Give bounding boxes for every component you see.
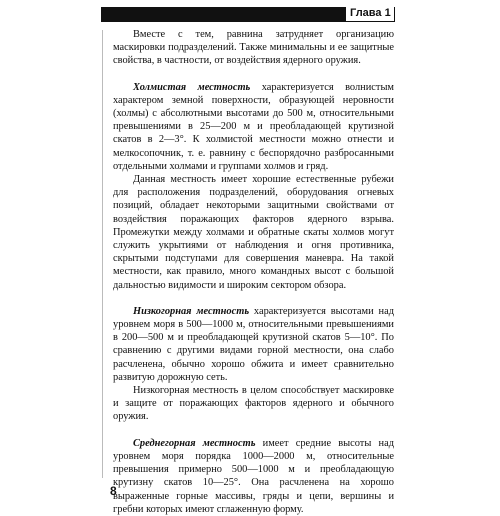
term-midmountain: Среднегорная местность	[133, 437, 256, 449]
page-number: 8	[110, 484, 117, 498]
paragraph-lowmountain-terrain: Низкогорная местность характеризуется высотами над уровнем моря в 500—1000 м, относительными превышениями в 200—500 м и преобладающей крутизной скатов 5—10°. По сравнению с другими видами горной местности, она слабо расчленена, обычно хорошо обжита и имеет сравнительно развитую дорожную сеть.	[113, 305, 394, 383]
term-lowmountain: Низкогорная местность	[133, 305, 250, 317]
chapter-label: Глава 1	[346, 6, 394, 21]
paragraph-intro: Вместе с тем, равнина затрудняет организацию маскировки подразделений. Также минимальны и ее защитные свойства, в частности, от воздействия ядерного оружия.	[113, 29, 394, 67]
page-edge-rule	[102, 30, 103, 478]
term-hilly: Холмистая местность	[133, 81, 251, 93]
page-body	[113, 28, 394, 516]
paragraph-hilly-properties: Данная местность имеет хорошие естественные рубежи для расположения подразделений, оборудования огневых позиций, обладает некоторыми защитными свойствами от воздействия поражающих факторов ядерного взрыва. Промежутки между холмами и обратные скаты холмов могут служить укрытиями от наблюдения и огня противника, скрытыми подступами для совершения маневра. На такой местности, как правило, много командных высот с большой дальностью видимости и широким сектором обзора.	[113, 174, 394, 291]
paragraph-hilly-terrain: Холмистая местность характеризуется волнистым характером земной поверхности, образующей неровности (холмы) с абсолютными высотами до 500 м, относительными превышениями в 25—200 м и преобладающей крутизной скатов в 2—3°. К холмистой местности можно отнести и мелкосопочник, т. е. равнину с беспорядочно разбросанными отдельными холмами и группами холмов и гряд.	[113, 81, 394, 172]
paragraph-lowmountain-properties: Низкогорная местность в целом способствует маскировке и защите от поражающих факторов ядерного и обычного оружия.	[113, 385, 394, 423]
paragraph-midmountain-terrain: Среднегорная местность имеет средние высоты над уровнем моря порядка 1000—2000 м, относительные превышения примерно 500—1000 м и преобладающую крутизну скатов 10—25°. Она расчленена на хорошо выраженные горные массивы, гряды и цепи, вершины и гребни которых имеют сглаженную форму.	[113, 437, 394, 515]
